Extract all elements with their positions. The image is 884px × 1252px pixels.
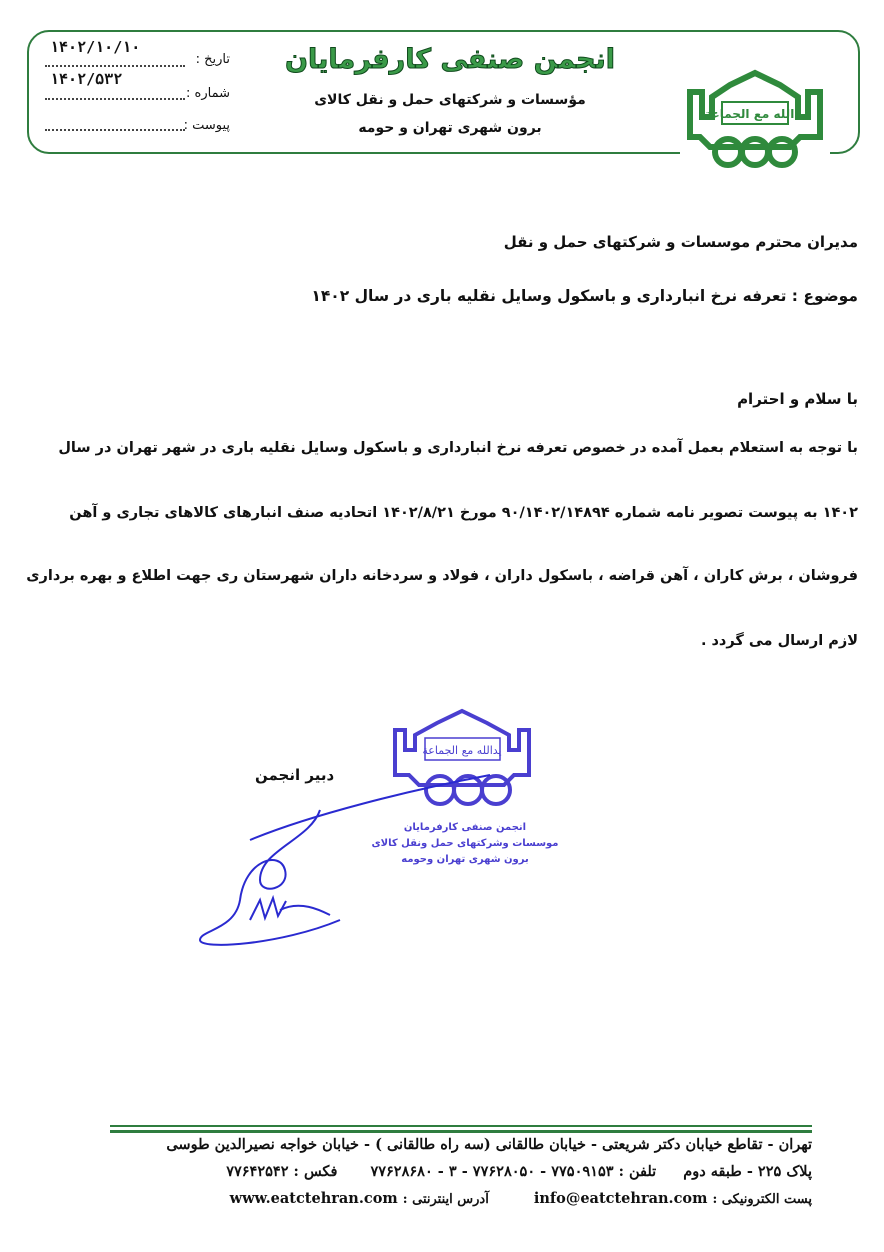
emblem-logo-icon xyxy=(680,72,830,172)
number-dots xyxy=(45,97,185,100)
footer-rule xyxy=(110,1130,812,1133)
body-line: لازم ارسال می گردد . xyxy=(700,633,858,649)
number-label: شماره : xyxy=(186,86,230,101)
signer-title: دبیر انجمن xyxy=(255,766,335,784)
email-label: پست الکترونیکی : xyxy=(712,1192,812,1207)
svg-text:یدالله مع الجماعة: یدالله مع الجماعة xyxy=(704,107,806,121)
footer-contact xyxy=(92,1163,812,1180)
date-value: ۱۴۰۲/۱۰/۱۰ xyxy=(50,38,141,56)
web-label: آدرس اینترنتی : xyxy=(402,1192,489,1207)
handwritten-signature xyxy=(190,770,490,940)
number-value: ۱۴۰۲/۵۳۲ xyxy=(50,70,123,88)
org-name: انجمن صنفی کارفرمایان xyxy=(285,44,615,75)
org-subtitle-2: برون شهری تهران و حومه xyxy=(358,120,542,136)
attachment-label: پیوست : xyxy=(183,118,230,133)
date-dots xyxy=(45,64,185,67)
footer-phone: تلفن : ۷۷۵۰۹۱۵۳ - ۷۷۶۲۸۰۵۰ - ۳ - ۷۷۶۲۸۶۸۰ xyxy=(370,1163,657,1180)
email-link[interactable]: info@eatctehran.com xyxy=(533,1190,708,1207)
body-line: فروشان ، برش کاران ، آهن قراضه ، باسکول داران ، فولاد و سردخانه داران شهرستان ری جهت اطلاع و بهره برداری xyxy=(26,568,858,584)
web-link[interactable]: www.eatctehran.com xyxy=(229,1190,398,1207)
org-subtitle-1: مؤسسات و شرکتهای حمل و نقل کالای xyxy=(314,92,586,108)
footer-address-2: پلاک ۲۲۵ - طبقه دوم xyxy=(683,1163,812,1180)
attachment-dots xyxy=(45,128,185,131)
body-line: ۱۴۰۲ به پیوست تصویر نامه شماره ۹۰/۱۴۰۲/۱۴۸۹۴ مورخ ۱۴۰۲/۸/۲۱ اتحادیه صنف انبارهای کالاهای تجاری و آهن xyxy=(69,505,858,521)
footer-online xyxy=(92,1190,812,1207)
subject: موضوع : تعرفه نرخ انبارداری و باسکول وسایل نقلیه باری در سال ۱۴۰۲ xyxy=(311,287,858,305)
svg-text:یدالله مع الجماعة: یدالله مع الجماعة xyxy=(422,744,502,757)
date-label: تاریخ : xyxy=(195,52,230,67)
svg-text:انجمن صنفی کارفرمایان: انجمن صنفی کارفرمایان xyxy=(403,822,527,833)
footer-rule xyxy=(110,1125,812,1127)
footer-address: تهران - تقاطع خیابان دکتر شریعتی - خیابان طالقانی (سه راه طالقانی ) - خیابان خواجه نصیرالدین طوسی xyxy=(166,1136,812,1153)
body-line: با توجه به استعلام بعمل آمده در خصوص تعرفه نرخ انبارداری و باسکول وسایل نقلیه باری در شهر تهران در سال xyxy=(58,440,858,456)
svg-text:موسسات وشرکتهای حمل ونقل کالای: موسسات وشرکتهای حمل ونقل کالای xyxy=(371,838,559,849)
greeting: با سلام و احترام xyxy=(737,390,858,408)
svg-text:برون شهری تهران وحومه: برون شهری تهران وحومه xyxy=(401,854,529,865)
recipient: مدیران محترم موسسات و شرکتهای حمل و نقل xyxy=(503,233,858,251)
footer-fax: فکس : ۷۷۶۴۲۵۴۲ xyxy=(226,1163,338,1180)
